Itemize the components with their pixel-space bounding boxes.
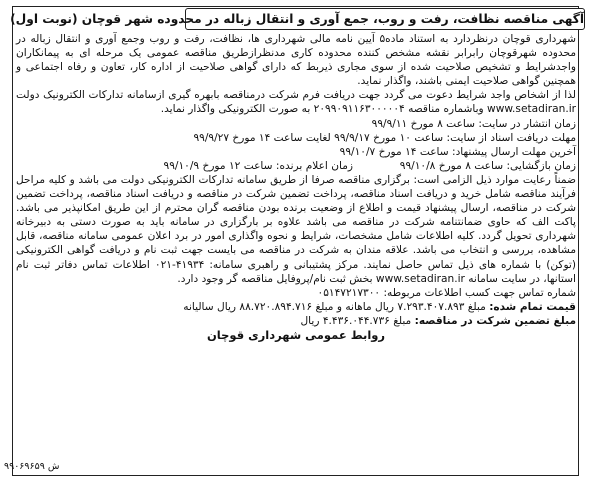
price-value: مبلغ ۷.۲۹۳.۴۰۷.۸۹۳ ریال ماهانه و مبلغ ۸۸.۷۲۰.۸۹۴.۷۱۶ ریال سالیانه — [183, 300, 486, 313]
publish-time: زمان انتشار در سایت: ساعت ۸ مورخ ۹۹/۹/۱۱ — [371, 117, 576, 130]
invitation-text: لذا از اشخاص واجد شرایط دعوت می گردد جهت دریافت فرم شرکت درمناقصه بابهره گیری ازسامانه تدارکات الکترونیک دولت — [16, 89, 576, 102]
guarantee-label: مبلغ تضمین شرکت در مناقصه: — [414, 314, 576, 327]
ad-code: ش ۹۹۰۶۹۶۵۹ — [4, 461, 60, 472]
ad-body — [16, 32, 576, 342]
tender-number-text: وباشماره مناقصه ۲۰۹۹۰۹۱۱۶۳۰۰۰۰۰۴ به صورت الکترونیکی واگذار نماید. — [160, 103, 484, 116]
intro-paragraph: شهرداری قوچان درنظردارد به استناد ماده۵ آیین نامه مالی شهرداری ها، نظافت، رفت و روب وجمع آوری و انتقال زباله در محدوده شهرقوچان رابرابر نقشه مشخص کننده محدوده کاری مدنظرازطریق مناقصه عمومی یک مرحله ای به پیمانکاران واجدشرایط و تشخیص صلاحیت شده از سوی مجاری ذیربط که دارای گواهی صلاحیت از اداره کار، تعاون و رفاه اجتماعی و همچنین گواهی صلاحیت ایمنی باشند، واگذار نماید. — [16, 33, 576, 88]
conditions-paragraph — [16, 173, 576, 286]
contact-phone: شماره تماس جهت کسب اطلاعات مربوطه: ۰۵۱۴۷۲۱۷۳۰۰ — [317, 286, 576, 299]
opening-time: زمان بازگشایی: ساعت ۸ مورخ ۹۹/۱۰/۸ — [399, 159, 576, 172]
signature: روابط عمومی شهرداری قوچان — [206, 327, 386, 342]
setadiran-link-2[interactable]: www.setadiran.ir — [375, 272, 465, 285]
ad-title: آگهی مناقصه نظافت، رفت و روب، جمع آوری و انتقال زباله در محدوده شهر قوچان (نوبت اول) — [185, 8, 585, 30]
conditions-text: ضمناً رعایت موارد ذیل الزامی است: برگزاری مناقصه صرفا از طریق سامانه تدارکات الکترونیکی دولت می باشد و کلیه مراحل فرآیند مناقصه شامل خرید و دریافت اسناد مناقصه، پرداخت تضمین شرکت در مناقصه و دریافت اسناد مناقصه، پرداخت تضمین شرکت در مناقصه، ارسال پیشنهاد قیمت و اطلاع از وضعیت برنده بودن مناقصه گران محترم از این طریق امکانپذیر می باشد. پاکت الف که حاوی ضمانتنامه شرکت در مناقصه می باشد علاوه بر بارگزاری در سامانه باید به صورت دستی به دبیرخانه شهرداری تحویل گردد. کلیه اطلاعات شامل مشخصات، شرایط و نحوه واگذاری امور در برد اعلان عمومی سامانه مناقصه، قابل مشاهده، بررسی و انتخاب می باشد. علاقه مندان به شرکت در مناقصه می بایست جهت ثبت نام و دریافت گواهی الکترونیکی (توکن) با شماره های ذیل تماس حاصل نمایند. مرکز پشتیبانی و راهبری سامانه: ۴۱۹۳۴-۰۲۱ اطلاعات تماس دفاتر ثبت نام استانها، در سایت سامانه — [16, 173, 577, 285]
invitation-paragraph — [16, 88, 576, 116]
setadiran-link[interactable]: www.setadiran.ir — [487, 103, 576, 116]
price-label: قیمت تمام شده: — [489, 300, 576, 313]
guarantee-value: مبلغ ۴.۴۳۶.۰۴۴.۷۳۶ ریال — [300, 314, 412, 327]
opening-row — [16, 159, 576, 173]
winner-time: زمان اعلام برنده: ساعت ۱۲ مورخ ۹۹/۱۰/۹ — [163, 159, 354, 172]
bid-deadline: آخرین مهلت ارسال پیشنهاد: ساعت ۱۴ مورخ ۹۹/۱۰/۷ — [339, 145, 576, 158]
docs-deadline: مهلت دریافت اسناد از سایت: ساعت ۱۰ مورخ ۹۹/۹/۱۷ لغایت ساعت ۱۴ مورخ ۹۹/۹/۲۷ — [193, 131, 576, 144]
price-row — [16, 300, 576, 314]
registration-text: بخش ثبت نام/پروفایل مناقصه گر وجود دارد. — [177, 272, 373, 285]
guarantee-row — [16, 314, 576, 328]
